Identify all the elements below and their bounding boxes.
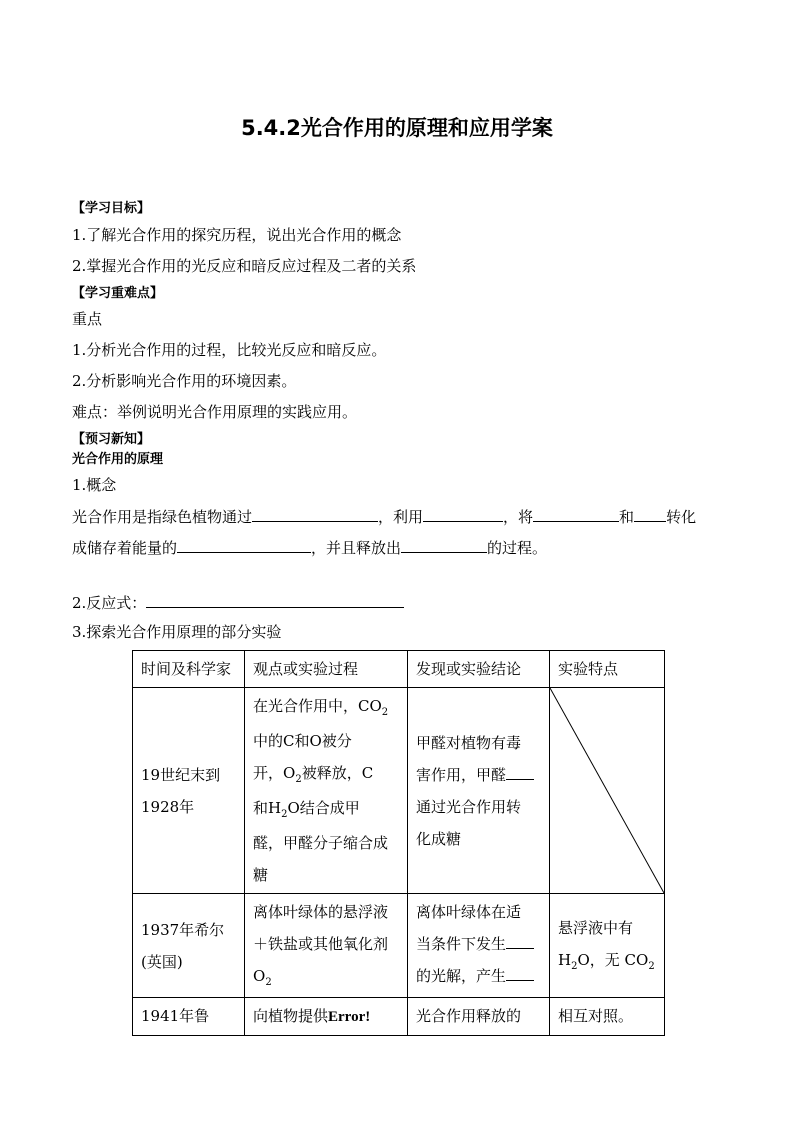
fill-blank[interactable]: [146, 593, 404, 608]
concept-text-b: ，利用: [378, 508, 424, 526]
principle-header: 光合作用的原理: [72, 452, 164, 467]
table-cell-feature: 相互对照。: [550, 998, 665, 1036]
fill-blank[interactable]: [401, 538, 487, 553]
fill-blank[interactable]: [533, 507, 619, 522]
table-cell-process: 向植物提供Error!: [245, 998, 408, 1036]
table-row: [133, 998, 665, 1036]
concept-line-1: [72, 506, 696, 527]
fill-blank[interactable]: [506, 966, 534, 981]
table-cell-time: 1937年希尔 (英国): [133, 894, 245, 998]
reaction-line: [72, 592, 404, 613]
table-cell-conclusion: 离体叶绿体在适 当条件下发生 的光解，产生: [408, 894, 550, 998]
table-header: 实验特点: [550, 651, 665, 688]
key-header: 【学习重难点】: [72, 286, 164, 301]
table-cell-conclusion: 光合作用释放的: [408, 998, 550, 1036]
concept-label: 1.概念: [72, 476, 117, 494]
goals-header: 【学习目标】: [72, 201, 151, 216]
concept-text-a: 光合作用是指绿色植物通过: [72, 508, 253, 526]
table-cell-diagonal: [550, 688, 665, 894]
experiment-table: [132, 650, 665, 1036]
key-point-1: 1.分析光合作用的过程，比较光反应和暗反应。: [72, 341, 387, 359]
fill-blank[interactable]: [634, 507, 666, 522]
table-cell-process: 在光合作用中，$CO_2$ 中的C和O被分 开，$O_2$被释放，C 和$H_2O$结合成甲 醛，甲醛分子缩合成 糖: [245, 688, 408, 894]
fill-blank[interactable]: [423, 507, 503, 522]
table-cell-feature: 悬浮液中有 $H_2O$，无 $CO_2$: [550, 894, 665, 998]
concept-text-h: 的过程。: [487, 539, 548, 557]
table-row: [133, 894, 665, 998]
concept-line-2: [72, 537, 547, 558]
table-cell-conclusion: 甲醛对植物有毒 害作用，甲醛 通过光合作用转 化成糖: [408, 688, 550, 894]
concept-text-e: 转化: [666, 508, 697, 526]
experiment-label: 3.探索光合作用原理的部分实验: [72, 623, 282, 641]
table-header: 观点或实验过程: [245, 651, 408, 688]
concept-text-g: ，并且释放出: [311, 539, 402, 557]
difficulty: 难点：举例说明光合作用原理的实践应用。: [72, 403, 358, 421]
diagonal-line: [550, 688, 664, 893]
concept-text-c: ，将: [503, 508, 534, 526]
concept-text-d: 和: [619, 508, 635, 526]
table-cell-time: 19世纪末到 1928年: [133, 688, 245, 894]
page-title: 5.4.2光合作用的原理和应用学案: [241, 116, 553, 140]
fill-blank[interactable]: [506, 934, 534, 949]
table-cell-time: 1941年鲁: [133, 998, 245, 1036]
table-row: [133, 688, 665, 894]
key-label: 重点: [72, 310, 103, 328]
table-header-row: [133, 651, 665, 688]
key-point-2: 2.分析影响光合作用的环境因素。: [72, 372, 297, 390]
table-cell-process: 离体叶绿体的悬浮液 ＋铁盐或其他氧化剂 $O_2$: [245, 894, 408, 998]
goal-1: 1.了解光合作用的探究历程，说出光合作用的概念: [72, 226, 402, 244]
preview-header: 【预习新知】: [72, 432, 151, 447]
table-header: 时间及科学家: [133, 651, 245, 688]
table-header: 发现或实验结论: [408, 651, 550, 688]
concept-text-f: 成储存着能量的: [72, 539, 178, 557]
fill-blank[interactable]: [177, 538, 311, 553]
goal-2: 2.掌握光合作用的光反应和暗反应过程及二者的关系: [72, 257, 417, 275]
fill-blank[interactable]: [252, 507, 378, 522]
fill-blank[interactable]: [506, 765, 534, 780]
reaction-label: 2.反应式：: [72, 594, 147, 612]
